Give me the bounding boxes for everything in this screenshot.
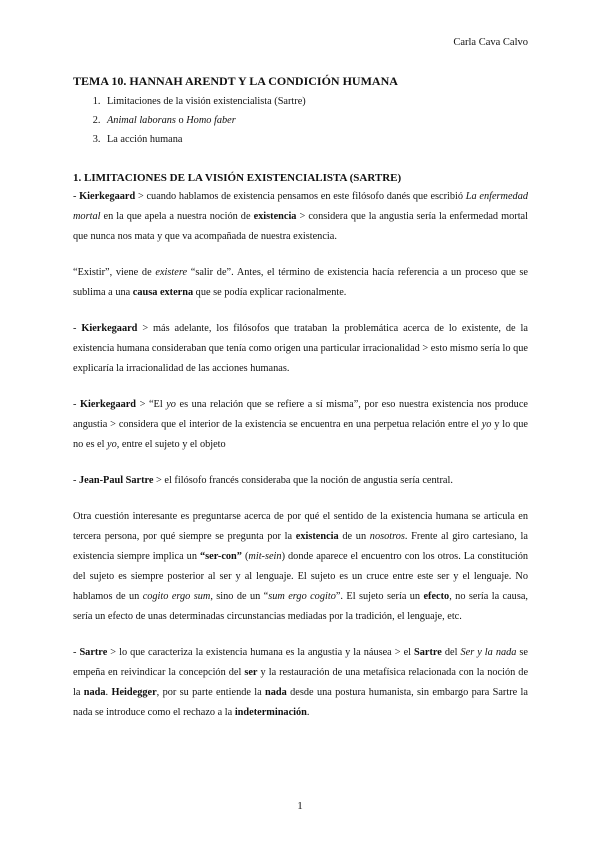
document-title: TEMA 10. HANNAH ARENDT Y LA CONDICIÓN HUMANA (73, 74, 398, 88)
outline-item-1: 1. Limitaciones de la visión existencialista (Sartre) (103, 92, 528, 111)
paragraph: - Jean-Paul Sartre > el filósofo francés consideraba que la noción de angustia sería central. (73, 475, 453, 486)
paragraph: - Kierkegaard > más adelante, los filósofos que trataban la problemática acerca de lo existente, de la existencia humana consideraban que tenía como origen una particular irracionalidad > esto mismo sería lo que explicaría la irracionalidad de las acciones humanas. (73, 323, 528, 374)
outline-item-3: 3. La acción humana (103, 130, 528, 149)
outline-item-2: 2. Animal laborans o Homo faber (103, 111, 528, 130)
section-heading: 1. LIMITACIONES DE LA VISIÓN EXISTENCIALISTA (SARTRE) (73, 172, 402, 184)
paragraph: - Kierkegaard > “El yo es una relación que se refiere a sí misma”, por eso nuestra existencia nos produce angustia > considera que el interior de la existencia se encuentra en una perpetua relación entre el yo y lo que no es el yo, entre el sujeto y el objeto (73, 399, 528, 450)
paragraph: - Sartre > lo que caracteriza la existencia humana es la angustia y la náusea > el Sartre del Ser y la nada se empeña en reivindicar la concepción del ser y la restauración de una metafísica relacionada con la noción de la nada. Heidegger, por su parte entiende la nada desde una postura humanista, sin embargo para Sartre la nada se introduce como el rechazo a la indeterminación. (73, 647, 529, 718)
paragraph: “Existir”, viene de existere “salir de”. Antes, el término de existencia hacía referencia a un proceso que se sublima a una causa externa que se podía explicar racionalmente. (73, 267, 528, 298)
page-number: 1 (297, 800, 303, 812)
paragraph: - Kierkegaard > cuando hablamos de existencia pensamos en este filósofo danés que escribió La enfermedad mortal en la que apela a nuestra noción de existencia > considera que la angustia sería la enfermedad mortal que nunca nos mata y que va acompañada de nuestra existencia. (73, 191, 528, 242)
document-body (73, 72, 528, 723)
outline-list (73, 92, 528, 149)
paragraph: Otra cuestión interesante es preguntarse acerca de por qué el sentido de la existencia humana se articula en tercera persona, por qué siempre se pregunta por la existencia de un nosotros. Frente al giro cartesiano, la existencia siempre implica un “ser-con” (mit-sein) donde aparece el encuentro con los otros. La constitución del sujeto es siempre posterior al ser y al lenguaje. El sujeto es un cruce entre este ser y el lenguaje. No hablamos de un cogito ergo sum, sino de un “sum ergo cogito”. El sujeto sería un efecto, no sería la causa, sería un efecto de unas determinadas circunstancias mediadas por la tradición, el lenguaje, etc. (73, 511, 528, 622)
author-name: Carla Cava Calvo (453, 37, 528, 48)
